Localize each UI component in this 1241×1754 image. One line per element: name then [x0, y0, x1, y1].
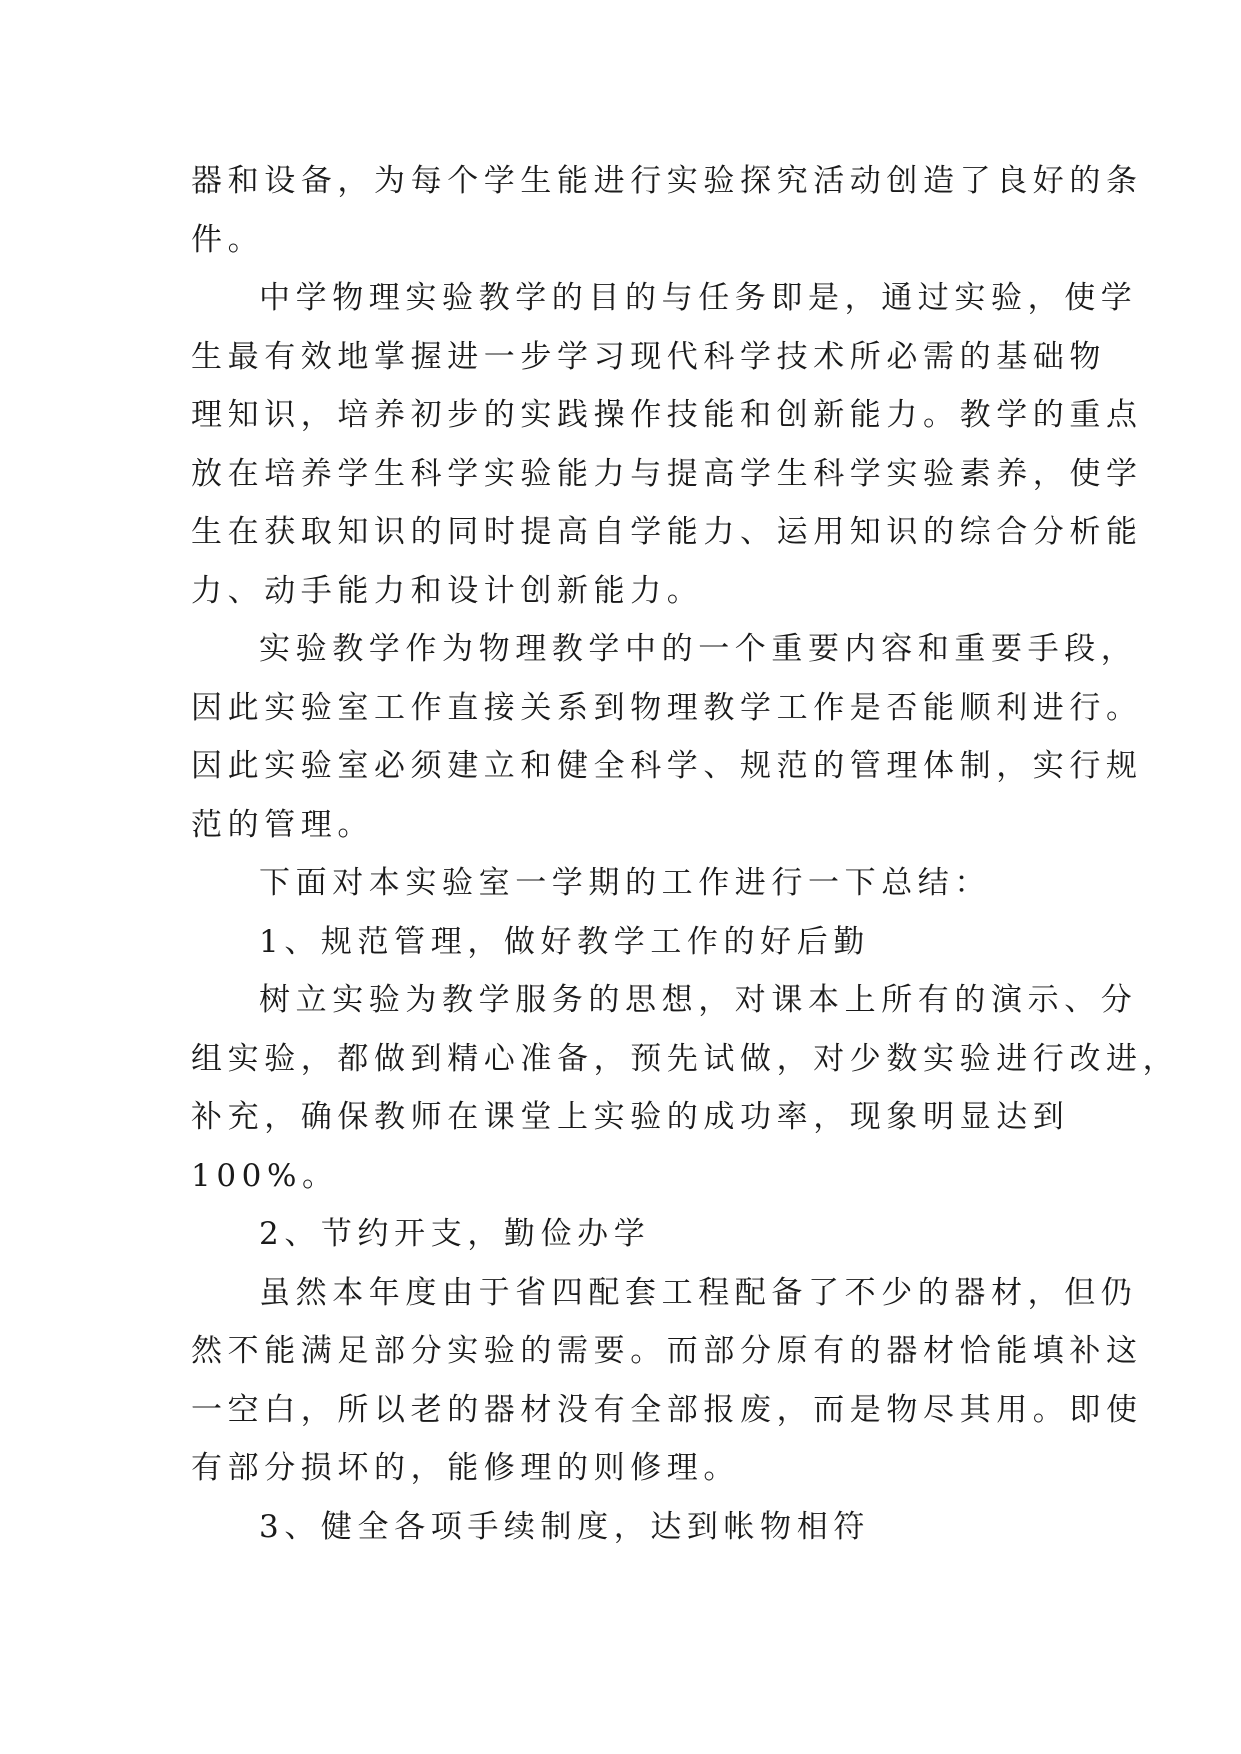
paragraph-start-line: 树立实验为教学服务的思想，对课本上所有的演示、分	[259, 982, 1138, 1018]
text-line: 范的管理。	[191, 806, 374, 843]
section-heading-2: 2、节约开支，勤俭办学	[259, 1216, 651, 1252]
paragraph-start-line: 虽然本年度由于省四配套工程配备了不少的器材，但仍	[259, 1274, 1138, 1311]
text-line: 件。	[191, 221, 265, 258]
text-line: 器和设备，为每个学生能进行实验探究活动创造了良好的条	[191, 163, 1143, 199]
paragraph-start-line: 实验教学作为物理教学中的一个重要内容和重要手段，	[259, 631, 1138, 667]
paragraph-start-line: 中学物理实验教学的目的与任务即是，通过实验，使学	[259, 280, 1138, 316]
section-heading-3: 3、健全各项手续制度，达到帐物相符	[259, 1508, 870, 1545]
text-line: 理知识，培养初步的实践操作技能和创新能力。教学的重点	[191, 397, 1143, 433]
text-line: 一空白，所以老的器材没有全部报废，而是物尽其用。即使	[191, 1391, 1143, 1428]
text-line: 力、动手能力和设计创新能力。	[191, 572, 704, 609]
text-line: 组实验，都做到精心准备，预先试做，对少数实验进行改进，	[191, 1040, 1180, 1077]
text-line: 有部分损坏的，能修理的则修理。	[191, 1450, 740, 1486]
text-line: 然不能满足部分实验的需要。而部分原有的器材恰能填补这	[191, 1333, 1143, 1369]
text-line: 放在培养学生科学实验能力与提高学生科学实验素养，使学	[191, 455, 1143, 492]
paragraph-start-line: 下面对本实验室一学期的工作进行一下总结：	[259, 865, 991, 901]
text-line: 因此实验室工作直接关系到物理教学工作是否能顺利进行。	[191, 689, 1143, 726]
text-line: 因此实验室必须建立和健全科学、规范的管理体制，实行规	[191, 748, 1143, 784]
text-line: 100%。	[191, 1157, 339, 1194]
text-line: 生最有效地掌握进一步学习现代科学技术所必需的基础物	[191, 338, 1106, 375]
section-heading-1: 1、规范管理，做好教学工作的好后勤	[259, 923, 870, 960]
document-body	[191, 152, 1180, 1556]
text-line: 生在获取知识的同时提高自学能力、运用知识的综合分析能	[191, 514, 1143, 550]
text-line: 补充，确保教师在课堂上实验的成功率，现象明显达到	[191, 1099, 1070, 1135]
